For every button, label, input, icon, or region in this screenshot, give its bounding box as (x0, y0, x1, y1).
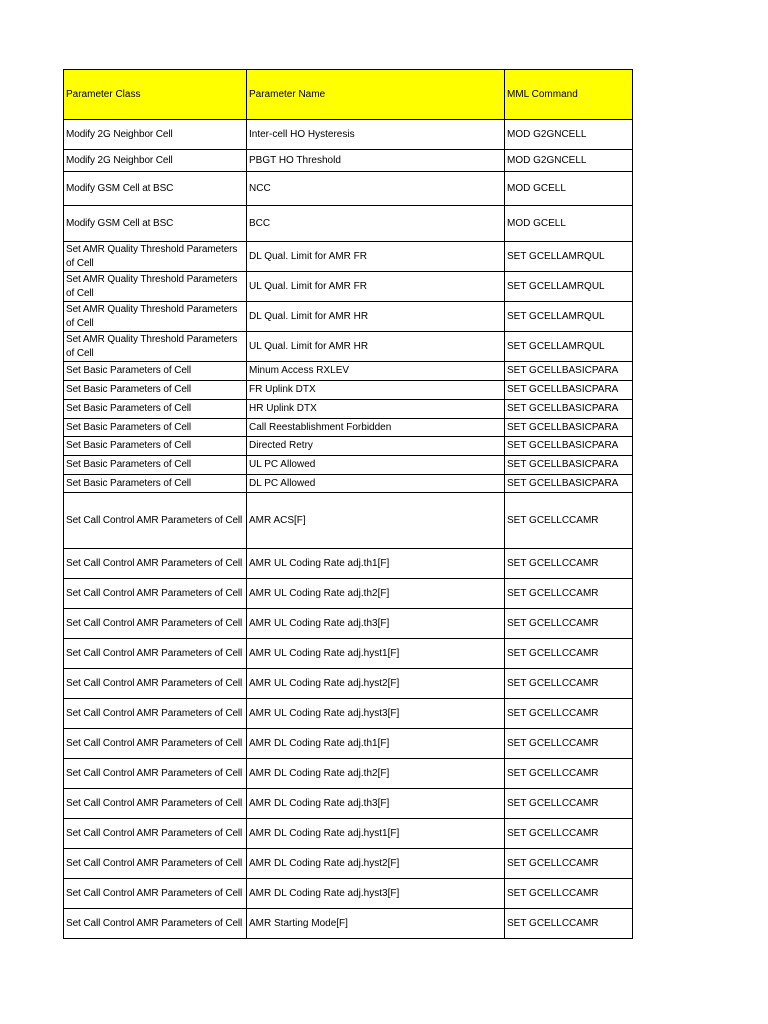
mml-command-cell: SET GCELLCCAMR (505, 909, 633, 939)
parameter-class-cell: Set Basic Parameters of Cell (64, 475, 247, 493)
parameter-class-cell: Modify GSM Cell at BSC (64, 172, 247, 206)
parameter-name-cell: Minum Access RXLEV (247, 362, 505, 381)
parameter-name-cell: AMR UL Coding Rate adj.hyst3[F] (247, 699, 505, 729)
parameter-class-cell: Set AMR Quality Threshold Parameters of Cell (64, 272, 247, 302)
table-row (64, 729, 633, 759)
parameter-name-cell: UL Qual. Limit for AMR FR (247, 272, 505, 302)
parameter-class-cell: Set Call Control AMR Parameters of Cell (64, 729, 247, 759)
table-row (64, 332, 633, 362)
header-row (64, 70, 633, 120)
parameter-name-cell: AMR ACS[F] (247, 493, 505, 549)
table-row (64, 419, 633, 437)
parameter-name-cell: AMR UL Coding Rate adj.hyst2[F] (247, 669, 505, 699)
parameter-class-cell: Set Basic Parameters of Cell (64, 400, 247, 419)
parameter-class-cell: Set Basic Parameters of Cell (64, 362, 247, 381)
table-row (64, 302, 633, 332)
column-header-parameter-name: Parameter Name (247, 70, 505, 120)
parameter-class-cell: Set Call Control AMR Parameters of Cell (64, 879, 247, 909)
parameter-class-cell: Set Call Control AMR Parameters of Cell (64, 579, 247, 609)
table-body (64, 120, 633, 939)
parameter-class-cell: Set Call Control AMR Parameters of Cell (64, 759, 247, 789)
mml-command-cell: MOD GCELL (505, 206, 633, 242)
mml-command-cell: SET GCELLCCAMR (505, 493, 633, 549)
parameter-class-cell: Modify GSM Cell at BSC (64, 206, 247, 242)
parameter-class-cell: Set Call Control AMR Parameters of Cell (64, 789, 247, 819)
mml-command-cell: SET GCELLCCAMR (505, 699, 633, 729)
table-row (64, 549, 633, 579)
parameter-table (63, 69, 633, 939)
parameter-name-cell: NCC (247, 172, 505, 206)
table-row (64, 579, 633, 609)
parameter-class-cell: Set Call Control AMR Parameters of Cell (64, 699, 247, 729)
mml-command-cell: MOD G2GNCELL (505, 120, 633, 150)
parameter-name-cell: DL Qual. Limit for AMR HR (247, 302, 505, 332)
parameter-class-cell: Set Call Control AMR Parameters of Cell (64, 493, 247, 549)
mml-command-cell: SET GCELLCCAMR (505, 789, 633, 819)
table-row (64, 819, 633, 849)
mml-command-cell: MOD G2GNCELL (505, 150, 633, 172)
mml-command-cell: SET GCELLCCAMR (505, 669, 633, 699)
table-row (64, 699, 633, 729)
parameter-class-cell: Set Call Control AMR Parameters of Cell (64, 909, 247, 939)
parameter-name-cell: HR Uplink DTX (247, 400, 505, 419)
parameter-class-cell: Set Call Control AMR Parameters of Cell (64, 669, 247, 699)
parameter-name-cell: Call Reestablishment Forbidden (247, 419, 505, 437)
mml-command-cell: SET GCELLBASICPARA (505, 475, 633, 493)
parameter-name-cell: AMR DL Coding Rate adj.th3[F] (247, 789, 505, 819)
parameter-name-cell: AMR UL Coding Rate adj.th2[F] (247, 579, 505, 609)
table-row (64, 437, 633, 456)
mml-command-cell: SET GCELLAMRQUL (505, 332, 633, 362)
table-row (64, 759, 633, 789)
column-header-mml-command: MML Command (505, 70, 633, 120)
parameter-class-cell: Modify 2G Neighbor Cell (64, 120, 247, 150)
parameter-class-cell: Set Call Control AMR Parameters of Cell (64, 819, 247, 849)
parameter-name-cell: AMR UL Coding Rate adj.hyst1[F] (247, 639, 505, 669)
table-row (64, 242, 633, 272)
column-header-parameter-class: Parameter Class (64, 70, 247, 120)
parameter-name-cell: DL PC Allowed (247, 475, 505, 493)
parameter-name-cell: AMR DL Coding Rate adj.hyst1[F] (247, 819, 505, 849)
mml-command-cell: SET GCELLCCAMR (505, 879, 633, 909)
parameter-class-cell: Set AMR Quality Threshold Parameters of Cell (64, 332, 247, 362)
parameter-name-cell: Directed Retry (247, 437, 505, 456)
parameter-name-cell: AMR UL Coding Rate adj.th3[F] (247, 609, 505, 639)
parameter-name-cell: AMR DL Coding Rate adj.th1[F] (247, 729, 505, 759)
table-row (64, 909, 633, 939)
parameter-name-cell: Inter-cell HO Hysteresis (247, 120, 505, 150)
mml-command-cell: SET GCELLBASICPARA (505, 362, 633, 381)
mml-command-cell: SET GCELLBASICPARA (505, 381, 633, 400)
mml-command-cell: SET GCELLBASICPARA (505, 419, 633, 437)
mml-command-cell: SET GCELLCCAMR (505, 729, 633, 759)
parameter-class-cell: Set Call Control AMR Parameters of Cell (64, 549, 247, 579)
parameter-name-cell: FR Uplink DTX (247, 381, 505, 400)
parameter-class-cell: Set AMR Quality Threshold Parameters of Cell (64, 302, 247, 332)
table-row (64, 639, 633, 669)
table-row (64, 456, 633, 475)
mml-command-cell: SET GCELLCCAMR (505, 849, 633, 879)
mml-command-cell: SET GCELLCCAMR (505, 639, 633, 669)
parameter-name-cell: DL Qual. Limit for AMR FR (247, 242, 505, 272)
table-row (64, 669, 633, 699)
mml-command-cell: SET GCELLBASICPARA (505, 437, 633, 456)
mml-command-cell: MOD GCELL (505, 172, 633, 206)
mml-command-cell: SET GCELLBASICPARA (505, 400, 633, 419)
table-row (64, 789, 633, 819)
parameter-name-cell: AMR Starting Mode[F] (247, 909, 505, 939)
table-row (64, 120, 633, 150)
parameter-class-cell: Set Basic Parameters of Cell (64, 381, 247, 400)
parameter-class-cell: Set Call Control AMR Parameters of Cell (64, 849, 247, 879)
table-row (64, 400, 633, 419)
parameter-class-cell: Set AMR Quality Threshold Parameters of Cell (64, 242, 247, 272)
parameter-class-cell: Set Basic Parameters of Cell (64, 437, 247, 456)
mml-command-cell: SET GCELLAMRQUL (505, 242, 633, 272)
parameter-class-cell: Set Basic Parameters of Cell (64, 456, 247, 475)
table-row (64, 206, 633, 242)
mml-command-cell: SET GCELLAMRQUL (505, 272, 633, 302)
parameter-class-cell: Set Call Control AMR Parameters of Cell (64, 609, 247, 639)
mml-command-cell: SET GCELLCCAMR (505, 579, 633, 609)
parameter-name-cell: AMR DL Coding Rate adj.hyst2[F] (247, 849, 505, 879)
mml-command-cell: SET GCELLCCAMR (505, 819, 633, 849)
parameter-name-cell: BCC (247, 206, 505, 242)
mml-command-cell: SET GCELLBASICPARA (505, 456, 633, 475)
table-row (64, 849, 633, 879)
parameter-name-cell: AMR DL Coding Rate adj.th2[F] (247, 759, 505, 789)
parameter-class-cell: Modify 2G Neighbor Cell (64, 150, 247, 172)
table-row (64, 609, 633, 639)
parameter-name-cell: UL PC Allowed (247, 456, 505, 475)
parameter-name-cell: AMR DL Coding Rate adj.hyst3[F] (247, 879, 505, 909)
table-row (64, 879, 633, 909)
table-row (64, 172, 633, 206)
table-row (64, 475, 633, 493)
mml-command-cell: SET GCELLCCAMR (505, 549, 633, 579)
parameter-class-cell: Set Basic Parameters of Cell (64, 419, 247, 437)
parameter-class-cell: Set Call Control AMR Parameters of Cell (64, 639, 247, 669)
table-row (64, 150, 633, 172)
parameter-name-cell: AMR UL Coding Rate adj.th1[F] (247, 549, 505, 579)
table-row (64, 272, 633, 302)
parameter-name-cell: UL Qual. Limit for AMR HR (247, 332, 505, 362)
mml-command-cell: SET GCELLCCAMR (505, 609, 633, 639)
table-row (64, 381, 633, 400)
parameter-name-cell: PBGT HO Threshold (247, 150, 505, 172)
table-row (64, 362, 633, 381)
mml-command-cell: SET GCELLCCAMR (505, 759, 633, 789)
mml-command-cell: SET GCELLAMRQUL (505, 302, 633, 332)
table-row (64, 493, 633, 549)
